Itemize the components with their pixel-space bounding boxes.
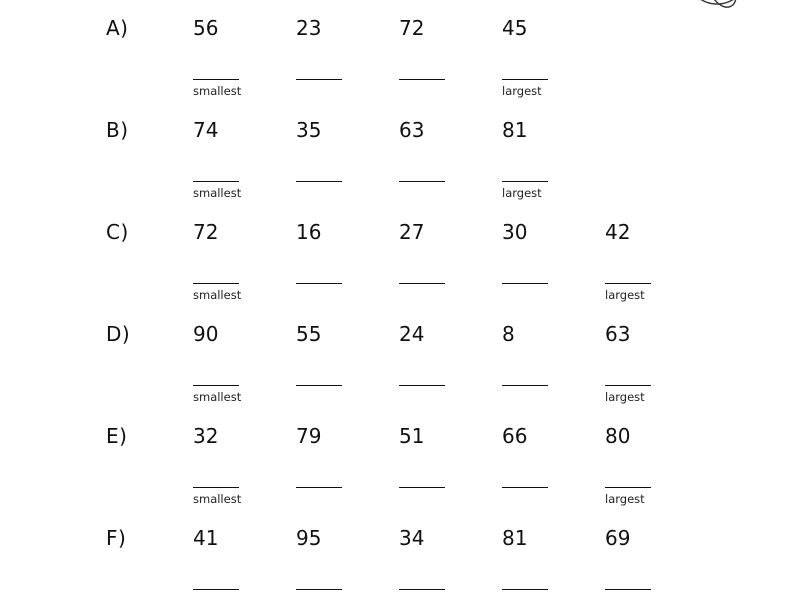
number-slot	[296, 306, 386, 406]
number-slot	[605, 204, 695, 304]
answer-blank[interactable]	[296, 487, 342, 488]
number-value: 69	[605, 526, 631, 550]
answer-blank[interactable]	[296, 385, 342, 386]
number-slot	[193, 204, 283, 304]
answer-blank[interactable]	[399, 385, 445, 386]
order-hint-smallest: smallest	[193, 84, 242, 98]
answer-blank[interactable]	[296, 79, 342, 80]
problem-label: F)	[106, 526, 127, 550]
answer-blank[interactable]	[502, 487, 548, 488]
answer-blank[interactable]	[193, 487, 239, 488]
problem-row	[0, 510, 800, 610]
answer-blank[interactable]	[502, 589, 548, 590]
number-slot	[399, 204, 489, 304]
number-slot	[296, 408, 386, 508]
answer-blank[interactable]	[399, 487, 445, 488]
answer-blank[interactable]	[502, 181, 548, 182]
answer-blank[interactable]	[605, 283, 651, 284]
number-slot	[605, 408, 695, 508]
order-hint-largest: largest	[605, 288, 645, 302]
answer-blank[interactable]	[296, 589, 342, 590]
number-value: 34	[399, 526, 425, 550]
number-slot	[399, 306, 489, 406]
number-slot	[193, 408, 283, 508]
number-slot	[502, 0, 592, 100]
number-value: 8	[502, 322, 515, 346]
number-value: 90	[193, 322, 219, 346]
problem-row	[0, 204, 800, 304]
number-value: 16	[296, 220, 322, 244]
number-value: 24	[399, 322, 425, 346]
problem-label: B)	[106, 118, 129, 142]
number-slot	[605, 510, 695, 610]
answer-blank[interactable]	[193, 181, 239, 182]
number-value: 63	[399, 118, 425, 142]
number-value: 81	[502, 526, 528, 550]
problem-label: E)	[106, 424, 128, 448]
problem-row	[0, 306, 800, 406]
answer-blank[interactable]	[193, 589, 239, 590]
number-value: 45	[502, 16, 528, 40]
number-value: 66	[502, 424, 528, 448]
number-value: 80	[605, 424, 631, 448]
number-slot	[193, 102, 283, 202]
number-value: 51	[399, 424, 425, 448]
order-hint-smallest: smallest	[193, 288, 242, 302]
order-hint-smallest: smallest	[193, 492, 242, 506]
number-slot	[193, 510, 283, 610]
number-slot	[502, 408, 592, 508]
answer-blank[interactable]	[399, 181, 445, 182]
problem-label: A)	[106, 16, 129, 40]
number-value: 35	[296, 118, 322, 142]
answer-blank[interactable]	[502, 79, 548, 80]
answer-blank[interactable]	[399, 589, 445, 590]
number-slot	[502, 510, 592, 610]
number-slot	[605, 306, 695, 406]
number-slot	[502, 204, 592, 304]
answer-blank[interactable]	[296, 181, 342, 182]
number-value: 30	[502, 220, 528, 244]
order-hint-smallest: smallest	[193, 390, 242, 404]
answer-blank[interactable]	[296, 283, 342, 284]
answer-blank[interactable]	[605, 589, 651, 590]
number-value: 79	[296, 424, 322, 448]
order-hint-largest: largest	[605, 390, 645, 404]
answer-blank[interactable]	[605, 385, 651, 386]
number-slot	[502, 102, 592, 202]
number-slot	[296, 510, 386, 610]
order-hint-smallest: smallest	[193, 186, 242, 200]
number-slot	[399, 0, 489, 100]
answer-blank[interactable]	[605, 487, 651, 488]
number-value: 42	[605, 220, 631, 244]
number-value: 55	[296, 322, 322, 346]
problem-row	[0, 408, 800, 508]
number-value: 56	[193, 16, 219, 40]
number-slot	[296, 204, 386, 304]
number-slot	[296, 0, 386, 100]
number-value: 72	[399, 16, 425, 40]
answer-blank[interactable]	[193, 385, 239, 386]
number-value: 95	[296, 526, 322, 550]
number-value: 63	[605, 322, 631, 346]
number-value: 74	[193, 118, 219, 142]
number-value: 41	[193, 526, 219, 550]
problem-label: C)	[106, 220, 129, 244]
number-value: 27	[399, 220, 425, 244]
number-slot	[399, 102, 489, 202]
number-slot	[296, 102, 386, 202]
order-hint-largest: largest	[502, 186, 542, 200]
order-hint-largest: largest	[605, 492, 645, 506]
answer-blank[interactable]	[502, 283, 548, 284]
number-value: 32	[193, 424, 219, 448]
number-slot	[193, 0, 283, 100]
number-slot	[193, 306, 283, 406]
order-hint-largest: largest	[502, 84, 542, 98]
number-slot	[399, 510, 489, 610]
problem-row	[0, 102, 800, 202]
number-slot	[399, 408, 489, 508]
number-value: 72	[193, 220, 219, 244]
number-slot	[502, 306, 592, 406]
problem-row	[0, 0, 800, 100]
answer-blank[interactable]	[193, 283, 239, 284]
answer-blank[interactable]	[193, 79, 239, 80]
number-value: 81	[502, 118, 528, 142]
number-value: 23	[296, 16, 322, 40]
answer-blank[interactable]	[399, 79, 445, 80]
answer-blank[interactable]	[399, 283, 445, 284]
answer-blank[interactable]	[502, 385, 548, 386]
problem-label: D)	[106, 322, 131, 346]
